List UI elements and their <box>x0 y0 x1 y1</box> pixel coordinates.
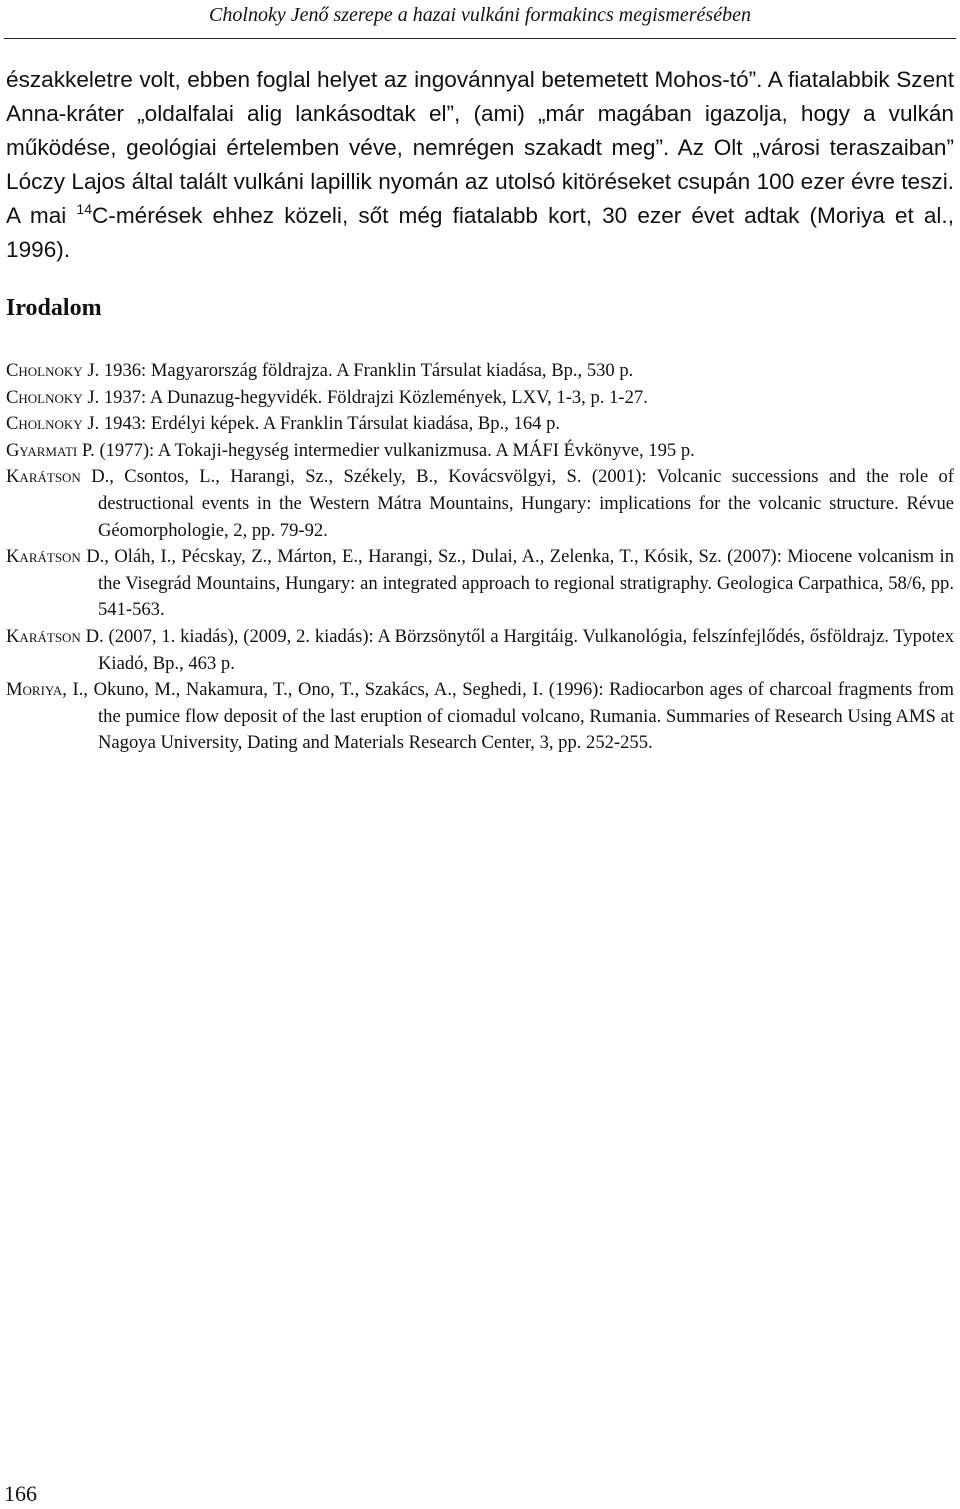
reference-item <box>6 677 954 757</box>
reference-author: Karátson <box>6 546 81 568</box>
reference-author: Gyarmati <box>6 439 78 461</box>
reference-details: J. 1936: Magyarország földrajza. A Franklin Társulat kiadása, Bp., 530 p. <box>82 360 634 381</box>
reference-item <box>6 411 954 438</box>
reference-details: , I., Okuno, M., Nakamura, T., Ono, T., Szakács, A., Seghedi, I. (1996): Radiocarbon ages of charcoal fragments from the pumice flow deposit of the last eruption of ciomadul volcano, Rumania. Summaries of Research Using AMS at Nagoya University, Dating and Materials Research Center, 3, pp. 252-255. <box>62 679 954 754</box>
references-heading: Irodalom <box>6 295 102 321</box>
page-number: 166 <box>4 1481 37 1506</box>
reference-author: Cholnoky <box>6 360 83 381</box>
isotope-superscript: 14 <box>76 201 92 217</box>
reference-list <box>6 358 954 757</box>
reference-details: D., Csontos, L., Harangi, Sz., Székely, B., Kovácsvölgyi, S. (2001): Volcanic successions and the role of destructional events in the Western Mátra Mountains, Hungary: implications for the volcanic structure. Révue Géomorphologie, 2, pp. 79-92. <box>80 466 954 541</box>
reference-details: J. 1943: Erdélyi képek. A Franklin Társulat kiadása, Bp., 164 p. <box>82 413 561 435</box>
reference-item <box>6 438 954 465</box>
reference-author: Cholnoky <box>6 413 83 435</box>
body-paragraph <box>6 63 954 267</box>
body-text-part2: C-mérések ehhez közeli, sőt még fiatalabb kort, 30 ezer évet adtak (Moriya et al., 1996). <box>6 203 954 262</box>
reference-author: Cholnoky <box>6 386 83 408</box>
reference-item <box>6 385 954 412</box>
running-header-title: Cholnoky Jenő szerepe a hazai vulkáni formakincs megismerésében <box>209 4 751 26</box>
reference-details: D. (2007, 1. kiadás), (2009, 2. kiadás): A Börzsönytől a Hargitáig. Vulkanológia, felszínfejlődés, ősföldrajz. Typotex Kiadó, Bp., 463 p. <box>80 625 954 674</box>
reference-details: D., Oláh, I., Pécskay, Z., Márton, E., Harangi, Sz., Dulai, A., Zelenka, T., Kósik, Sz. (2007): Miocene volcanism in the Visegrád Mountains, Hungary: an integrated approach to regional stratigraphy. Geologica Carpathica, 58/6, pp. 541-563. <box>80 546 954 621</box>
reference-author: Moriya <box>6 679 63 701</box>
reference-author: Karátson <box>6 466 81 488</box>
reference-item <box>6 358 954 385</box>
reference-item <box>6 544 954 624</box>
reference-details: J. 1937: A Dunazug-hegyvidék. Földrajzi Közlemények, LXV, 1-3, p. 1-27. <box>82 386 648 408</box>
reference-author: Karátson <box>6 625 81 647</box>
reference-details: P. (1977): A Tokaji-hegység intermedier vulkanizmusa. A MÁFI Évkönyve, 195 p. <box>77 439 695 461</box>
reference-item <box>6 624 954 677</box>
reference-item <box>6 464 954 544</box>
header-divider <box>4 38 956 39</box>
body-text-part1: északkeletre volt, ebben foglal helyet az ingovánnyal betemetett Mohos-tó”. A fiatalabbik Szent Anna-kráter „oldalfalai alig lankásodtak el”, (ami) „már magában igazolja, hogy a vulkán működése, geológiai értelemben véve, nemrégen szakadt meg”. Az Olt „városi teraszaiban” Lóczy Lajos által talált vulkáni lapillik nyomán az utolsó kitöréseket csupán 100 ezer évre teszi. A mai <box>6 67 954 228</box>
